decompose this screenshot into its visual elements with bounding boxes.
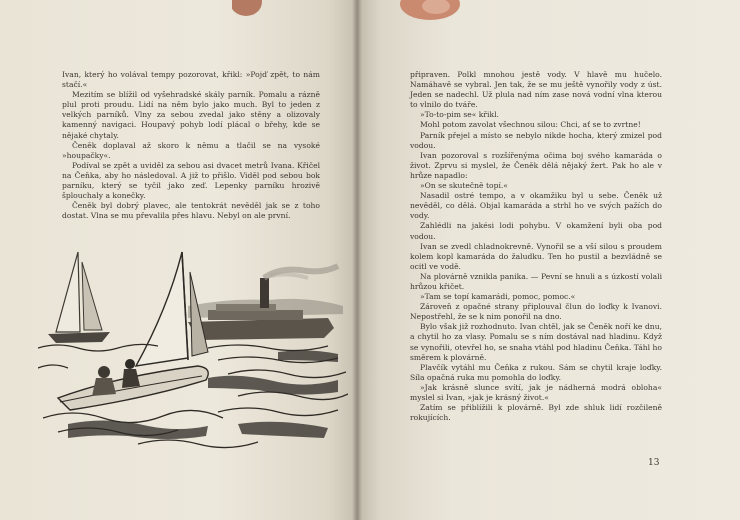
paragraph: Ivan pozoroval s rozšířenýma očima boj svého kamaráda o život. Zprvu si myslel, že Čeněk dělá nějaký žert. Pak ho ale v hrůze napadlo: (410, 150, 662, 180)
paragraph: Na plovárně vznikla panika. — Pevní se hnuli a s úzkostí volali hrůzou křičet. (410, 271, 662, 291)
paragraph: »On se skutečně topí.« (420, 181, 508, 191)
left-page (0, 0, 357, 520)
paragraph: Čeněk byl dobrý plavec, ale tentokrát nevěděl jak se z toho dostat. Vlna se mu převalila přes hlavu. Nebyl on ale první. (62, 201, 320, 221)
book-gutter (352, 0, 362, 520)
paragraph: »Tam se topí kamarádi, pomoc, pomoc.« (420, 292, 576, 302)
paragraph: Mezitím se blížil od vyšehradské skály parník. Pomalu a rázně plul proti proudu. Lidí na něm bylo jako much. Byl to jeden z velkých parníků. Vlny za sebou zvedal jako stěny a olizovaly kamenný navigaci. Houpavý pohyb lodí plácal o břehy, kde se nějaké chytaly. (62, 90, 320, 140)
paragraph: Nasadil ostré tempo, a v okamžiku byl u sebe. Čeněk už nevěděl, co dělá. Objal kamaráda a strhl ho ve svých pažích do vody. (410, 191, 662, 221)
page-number: 13 (648, 458, 660, 468)
right-page-text (410, 70, 662, 423)
paragraph: Ivan, který ho volával tempy pozorovat, křikl: »Pojď zpět, to nám stačí.« (62, 70, 320, 90)
paragraph: Čeněk doplaval až skoro k němu a tlačil se na vysoké »houpačky«. (62, 140, 320, 160)
paragraph: Zahlédli na jakési lodi pohybu. V okamžení byli oba pod vodou. (410, 221, 662, 241)
left-page-text (62, 70, 320, 221)
paragraph: Parník přejel a místo se nebylo nikde hocha, který zmizel pod vodou. (410, 130, 662, 150)
paragraph: »To-to-pim se« křikl. (420, 110, 499, 120)
paragraph: Podíval se zpět a uviděl za sebou asi dvacet metrů Ivana. Křičel na Čeňka, aby ho následoval. A již to přišlo. Viděl pod sebou bok parníku, který se tyčil jako zeď. Lepenky parníku hrozivě šplouchaly a konečky. (62, 160, 320, 201)
paragraph: »Jak krásně slunce svítí, jak je nádherná modrá obloha« myslel si Ivan, »jak je krásný život.« (410, 382, 662, 402)
paragraph: připraven. Polkl mnohou jestě vody. V hlavě mu hučelo. Namáhavě se vybral. Jen tak, že se mu ještě vynořily vody z úst. Jeden se nadechl. Už plula nad ním zase nová vodní vlna kterou to vlnilo do tváře. (410, 70, 662, 110)
paragraph: Plavčík vytáhl mu Čeňka z rukou. Sám se chytil kraje loďky. Síla opačná ruka mu pomohla do loďky. (410, 362, 662, 382)
paragraph: Mohl potom zavolat všechnou silou: Chci, ať se to zvrtne! (420, 120, 641, 130)
paragraph: Zároveň z opačné strany připlouval člun do loďky k Ivanovi. Nepostřehl, že se k nim ponořil na dno. (410, 302, 662, 322)
paragraph: Bylo však již rozhodnuto. Ivan chtěl, jak se Čeněk noří ke dnu, a chytil ho za vlasy. Pomalu se s ním dostával nad hladinu. Když se vynořili, otevřel ho, se snaha vtáhl pod hladinu Čeňka. Táhl ho směrem k plovárně. (410, 322, 662, 362)
fingertips-holding-book (232, 0, 462, 28)
sailboat-illustration (38, 248, 348, 460)
paragraph: Zatím se přiblížili k plovárně. Byl zde shluk lidí rozčileně rokujících. (410, 403, 662, 423)
paragraph: Ivan se zvedl chladnokrevně. Vynořil se a vší silou s proudem kolem kopl kamaráda do žaludku. Ten ho pustil a bezvládně se ocitl ve vodě. (410, 241, 662, 271)
